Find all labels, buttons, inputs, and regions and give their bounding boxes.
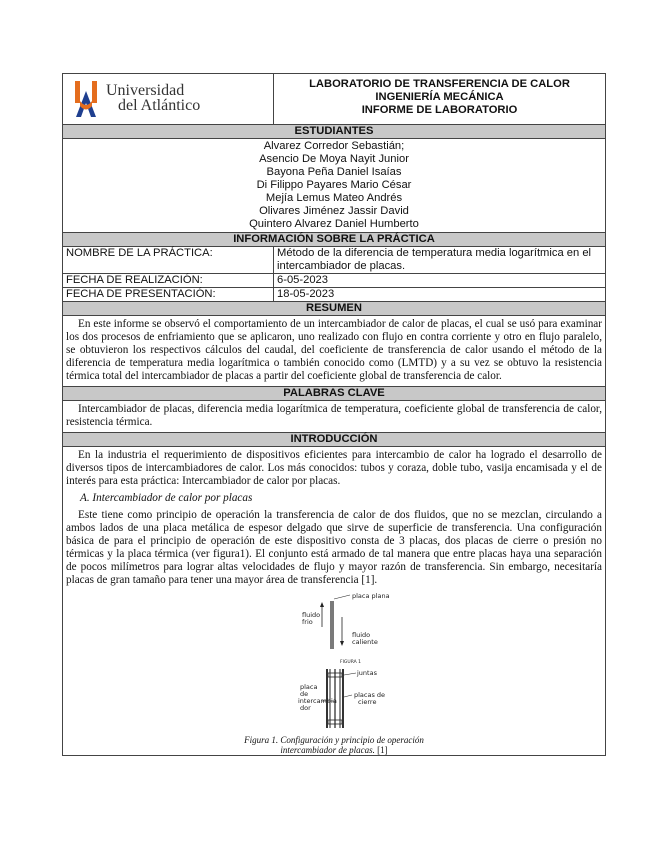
student-name: Mejía Lemus Mateo Andrés — [265, 192, 403, 204]
label-termica-2: de — [300, 690, 309, 698]
label-frio-2: frio — [302, 618, 313, 626]
caption-line-1: Figura 1. Configuración y principio de operación — [244, 735, 424, 745]
label-fig-mark: FIGURA 1 — [340, 660, 362, 665]
caption-reference: [1] — [374, 745, 388, 755]
student-name: Alvarez Corredor Sebastián; — [263, 140, 405, 152]
label-cierre-1: placas de — [354, 691, 386, 699]
keywords-body — [63, 401, 606, 433]
figure-caption — [66, 735, 602, 755]
figure-1 — [66, 587, 602, 755]
intro-paragraph-2: Este tiene como principio de operación la transferencia de calor de dos fluidos, que no se mezclan, circulando a ambos lados de una placa metálica de espesor delgado que sirve de superficie de transferencia. Una configuración básica de para el principio de operación de este dispositivo consta de 3 placas, dos placas de cierre o presión no térmicas y la placa térmica (ver figura1). El conjunto está armado de tal manera que entre placas haya una separación de pocos milímetros para lograr altas velocidades de flujo y mayor razón de transferencia. Sin embargo, necesitaría placas de gran tamaño para tener una mayor área de transferencia [1]. — [66, 509, 602, 586]
label-frio-1: fluido — [302, 611, 321, 619]
university-name-line2: del Atlántico — [118, 97, 201, 114]
caption-line-2: intercambiador de placas. — [280, 745, 375, 755]
practice-name-label: NOMBRE DE LA PRÁCTICA: — [63, 247, 274, 274]
practice-info-heading: INFORMACIÓN SOBRE LA PRÁCTICA — [63, 233, 606, 247]
intro-subheading: A. Intercambiador de calor por placas — [80, 492, 253, 504]
student-name: Di Filippo Payares Mario César — [256, 179, 412, 191]
summary-body — [63, 316, 606, 387]
lab-report-page — [62, 73, 605, 756]
realization-date-label: FECHA DE REALIZACIÓN: — [63, 274, 274, 288]
university-logo-icon — [73, 79, 99, 119]
report-table — [62, 73, 606, 756]
keywords-heading: PALABRAS CLAVE — [63, 387, 606, 401]
label-caliente-2: caliente — [352, 638, 378, 646]
title-line-2: INGENIERÍA MECÁNICA — [375, 91, 504, 103]
realization-date-value: 6-05-2023 — [274, 274, 606, 288]
label-caliente-1: fluido — [352, 631, 371, 639]
presentation-date-value: 18-05-2023 — [274, 288, 606, 302]
introduction-body — [63, 447, 606, 756]
student-name: Quintero Alvarez Daniel Humberto — [249, 218, 419, 230]
title-line-1: LABORATORIO DE TRANSFERENCIA DE CALOR — [309, 78, 570, 90]
label-cierre-2: cierre — [358, 698, 377, 706]
university-name-line1: Universidad — [106, 82, 185, 99]
presentation-date-label: FECHA DE PRESENTACIÓN: — [63, 288, 274, 302]
plate-exchanger-diagram — [294, 593, 434, 733]
intro-paragraph-1: En la industria el requerimiento de dispositivos eficientes para intercambio de calor ha logrado el desarrollo de diversos tipos de intercambiadores de calor. Los más conocidos: tubos y coraza, doble tubo, vasija encamisada y el de interés para esta práctica: Intercambiador de calor por placas. — [66, 449, 602, 487]
report-title — [274, 74, 606, 125]
label-termica-3: intercambia — [298, 697, 337, 705]
summary-heading: RESUMEN — [63, 302, 606, 316]
label-termica-1: placa — [300, 683, 318, 691]
summary-paragraph: En este informe se observó el comportamiento de un intercambiador de calor de placas, el cual se usó para examinar los dos procesos de enfriamiento que se aplicaron, uno realizado con flujo en contra corriente y otro en flujo paralelo, se obtuvieron los respectivos cálculos del caudal, del coeficiente de transferencia de calor usando el método de la diferencia de temperatura media logarítmica o también conocido como (LMTD) y a su vez se obtuvo la resistencia térmica total del intercambiador de placas a partir del coeficiente global de transferencia de calor. — [66, 318, 602, 382]
label-juntas: juntas — [357, 669, 377, 677]
students-list — [63, 139, 606, 233]
keywords-paragraph: Intercambiador de placas, diferencia media logarítmica de temperatura, coeficiente global de transferencia de calor, resistencia térmica. — [66, 403, 602, 428]
practice-name-value: Método de la diferencia de temperatura media logarítmica en el intercambiador de placas. — [274, 247, 606, 274]
title-line-3: INFORME DE LABORATORIO — [361, 104, 518, 116]
university-name — [106, 83, 200, 113]
student-name: Asencio De Moya Nayit Junior — [259, 153, 409, 165]
student-name: Olivares Jiménez Jassir David — [259, 205, 409, 217]
introduction-heading: INTRODUCCIÓN — [63, 433, 606, 447]
students-heading: ESTUDIANTES — [63, 125, 606, 139]
label-placa: placa plana — [352, 593, 390, 600]
label-termica-4: dor — [300, 704, 311, 712]
university-logo — [73, 79, 213, 119]
student-name: Bayona Peña Daniel Isaías — [266, 166, 402, 178]
logo-cell — [63, 74, 274, 125]
